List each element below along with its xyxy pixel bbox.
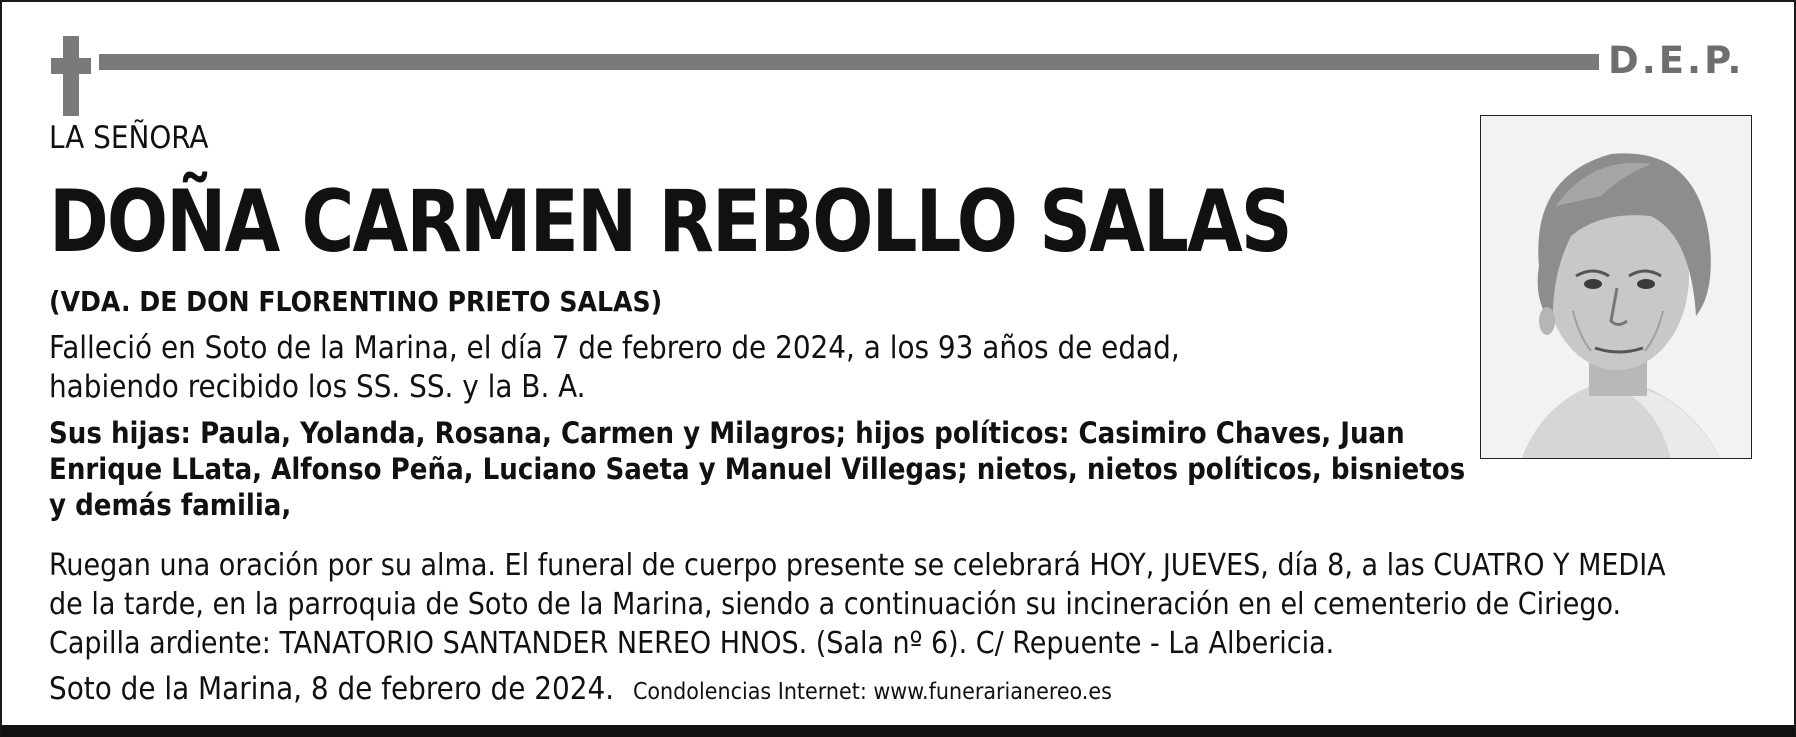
family-line: y demás familia, (49, 488, 292, 522)
death-details-line: Falleció en Soto de la Marina, el día 7 de febrero de 2024, a los 93 años de edad, (49, 330, 1180, 366)
funeral-details (49, 546, 1666, 663)
footer-place-date: Soto de la Marina, 8 de febrero de 2024. (49, 671, 615, 707)
funeral-line: de la tarde, en la parroquia de Soto de la Marina, siendo a continuación su incineración en el cementerio de Ciriego. (49, 587, 1622, 622)
family-line: Enrique LLata, Alfonso Peña, Luciano Saeta y Manuel Villegas; nietos, nietos políticos, bisnietos (49, 452, 1466, 486)
portrait-photo (1480, 115, 1752, 459)
family-list (49, 415, 1465, 523)
cross-icon (51, 36, 91, 116)
deceased-name: DOÑA CARMEN REBOLLO SALAS (49, 172, 1291, 272)
widow-line: (VDA. DE DON FLORENTINO PRIETO SALAS) (49, 285, 663, 318)
funeral-line: Capilla ardiente: TANATORIO SANTANDER NEREO HNOS. (Sala nº 6). C/ Repuente - La Albericia. (49, 626, 1335, 661)
funeral-line: Ruegan una oración por su alma. El funeral de cuerpo presente se celebrará HOY, JUEVES, día 8, a las CUATRO Y MEDIA (49, 548, 1666, 583)
header-rule (99, 54, 1599, 70)
death-details-line: habiendo recibido los SS. SS. y la B. A. (49, 369, 586, 405)
dep-label: D.E.P. (1608, 39, 1745, 82)
title-label: LA SEÑORA (49, 120, 209, 156)
footer (49, 671, 1112, 707)
condolences-link[interactable]: Condolencias Internet: www.funerarianereo.es (632, 679, 1112, 705)
death-details (49, 329, 1180, 407)
family-line: Sus hijas: Paula, Yolanda, Rosana, Carmen y Milagros; hijos políticos: Casimiro Chaves, Juan (49, 416, 1405, 450)
